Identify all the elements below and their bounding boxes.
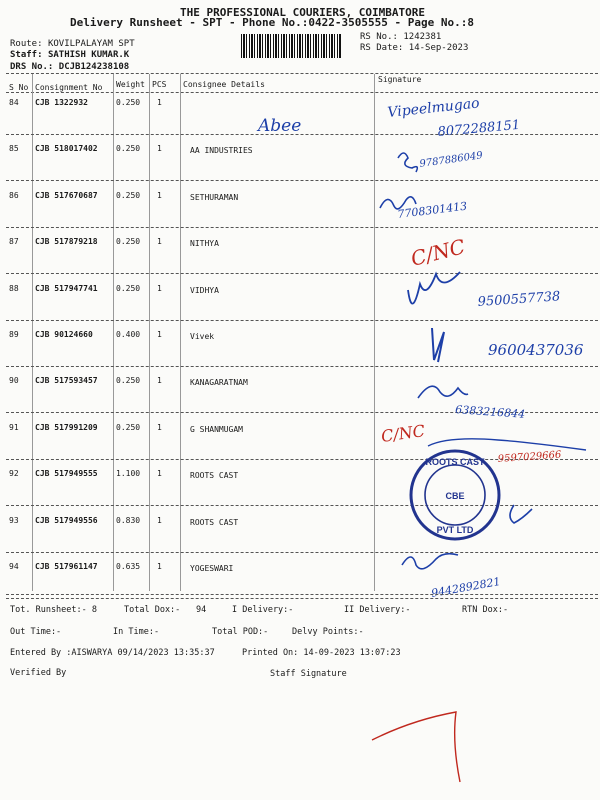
drs-line [10,62,129,72]
col-header-pcs: PCS [152,80,167,89]
row-separator [6,227,598,228]
strike-line [428,439,586,450]
row-consignment-no: CJB 517947741 [35,284,98,293]
row-consignee: G SHANMUGAM [190,425,243,434]
row-pcs: 1 [157,376,162,385]
row-sno: 84 [9,98,19,107]
i-delivery: I Delivery:- [232,605,294,615]
row-sno: 89 [9,330,19,339]
row-separator [6,273,598,274]
row-pcs: 1 [157,423,162,432]
handwritten-phone: 7708301413 [396,199,468,221]
handwritten-mark: C/NC [408,234,468,271]
total-dox-value: 94 [196,605,207,615]
company-stamp [411,451,499,539]
row-sno: 87 [9,237,19,246]
signature-scribble [510,505,532,523]
row-separator [6,552,598,553]
col-header-consignee: Consignee Details [183,80,265,89]
row-weight: 0.250 [116,191,141,200]
handwritten-mark: C/NC [379,421,427,446]
row-consignment-no: CJB 518017402 [35,144,98,153]
row-sno: 94 [9,562,19,571]
row-pcs: 1 [157,284,162,293]
row-sno: 85 [9,144,19,153]
row-weight: 0.250 [116,423,141,432]
ii-delivery: II Delivery:- [344,605,411,615]
col-divider [113,74,114,591]
rs-no-value: 1242381 [403,32,442,42]
col-header-signature: Signature [378,75,422,84]
rs-date-value: 14-Sep-2023 [408,43,469,53]
col-header-sno: S No [9,83,29,92]
handwritten-phone: 9600437036 [488,341,584,359]
signature-scribble [380,197,416,209]
row-sno: 93 [9,516,19,525]
row-weight: 0.250 [116,237,141,246]
row-separator [6,412,598,413]
rs-no-line [360,32,441,42]
row-consignment-no: CJB 517991209 [35,423,98,432]
col-header-consignment: Consignment No [35,83,103,92]
entered-by: Entered By :AISWARYA 09/14/2023 13:35:37 [10,648,215,658]
col-header-weight: Weight [116,80,145,89]
row-weight: 0.250 [116,376,141,385]
row-consignee: ROOTS CAST [190,518,239,527]
row-sno: 88 [9,284,19,293]
row-consignee: AA INDUSTRIES [190,146,253,155]
row-consignee: ROOTS CAST [190,471,239,480]
row-pcs: 1 [157,237,162,246]
col-divider [180,74,181,591]
stamp-center-text: CBE [445,491,465,501]
col-divider [374,74,375,591]
row-consignment-no: CJB 90124660 [35,330,93,339]
row-consignee: Vivek [190,332,215,341]
row-pcs: 1 [157,469,162,478]
row-weight: 0.400 [116,330,141,339]
row-consignment-no: CJB 517670687 [35,191,98,200]
drs-label: DRS No.: [10,62,54,72]
row-pcs: 1 [157,191,162,200]
row-separator [6,459,598,460]
col-divider [32,74,33,591]
row-pcs: 1 [157,144,162,153]
row-weight: 1.100 [116,469,141,478]
route-label: Route: [10,39,43,49]
row-weight: 0.830 [116,516,141,525]
row-separator [6,134,598,135]
row-consignment-no: CJB 1322932 [35,98,88,107]
row-consignment-no: CJB 517949556 [35,516,98,525]
staff-signature: Staff Signature [270,669,347,679]
staff-line [10,50,129,60]
tot-runsheet: Tot. Runsheet:- 8 [10,605,97,615]
delvy-points: Delvy Points:- [292,627,364,637]
footer-rule [6,594,598,595]
route-line [10,39,135,49]
row-sno: 91 [9,423,19,432]
row-consignee: VIDHYA [190,286,219,295]
row-weight: 0.250 [116,144,141,153]
row-separator [6,598,598,599]
row-consignment-no: CJB 517879218 [35,237,98,246]
handwritten-phone: 8072288151 [437,117,521,140]
rs-date-label: RS Date: [360,43,404,53]
row-consignee: SETHURAMAN [190,193,239,202]
handwritten-phone: 6383216844 [454,403,526,421]
row-pcs: 1 [157,562,162,571]
row-consignee: YOGESWARI [190,564,234,573]
runsheet-subtitle: Delivery Runsheet - SPT - Phone No.:0422-3505555 - Page No.:8 [70,16,474,29]
row-pcs: 1 [157,516,162,525]
staff-value: SATHISH KUMAR.K [47,50,130,60]
drs-value: DCJB124238108 [58,62,130,72]
printed-on: Printed On: 14-09-2023 13:07:23 [242,648,401,658]
signature-scribble [408,272,460,304]
row-pcs: 1 [157,98,162,107]
handwritten-signature: Vipeelmugao [386,95,481,121]
row-separator [6,180,598,181]
row-weight: 0.250 [116,98,141,107]
row-pcs: 1 [157,330,162,339]
row-consignment-no: CJB 517949555 [35,469,98,478]
row-consignee: NITHYA [190,239,219,248]
handwritten-phone: 9787886049 [418,150,484,170]
route-value: KOVILPALAYAM SPT [47,39,135,49]
row-consignment-no: CJB 517961147 [35,562,98,571]
stamp-top-text: ROOTS CAST [425,457,485,467]
in-time: In Time:- [113,627,160,637]
row-weight: 0.635 [116,562,141,571]
handwritten-phone: 9500557738 [477,289,561,310]
verified-by: Verified By [10,668,67,678]
signature-scribble [398,153,417,172]
signature-scribble [432,328,444,362]
row-sno: 92 [9,469,19,478]
handwritten-phone: 9442892821 [430,574,502,600]
company-title: THE PROFESSIONAL COURIERS, COIMBATORE [180,6,426,19]
row-separator [6,505,598,506]
barcode [241,34,341,58]
row-sno: 86 [9,191,19,200]
table-header-rule [6,92,598,93]
row-consignment-no: CJB 517593457 [35,376,98,385]
signature-scribble [418,386,468,398]
row-consignee: KANAGARATNAM [190,378,248,387]
rs-date-line [360,43,468,53]
stamp-bottom-text: PVT LTD [436,525,474,535]
pen-mark [372,712,460,782]
signature-scribble [402,554,458,569]
total-pod: Total POD:- [212,627,269,637]
table-top-rule [6,73,598,74]
rtn-dox: RTN Dox:- [462,605,509,615]
out-time: Out Time:- [10,627,62,637]
col-divider [149,74,150,591]
row-sno: 90 [9,376,19,385]
rs-no-label: RS No.: [360,32,398,42]
row-separator [6,366,598,367]
row-weight: 0.250 [116,284,141,293]
staff-label: Staff: [10,50,43,60]
handwritten-consignee: Abee [258,116,302,136]
row-separator [6,320,598,321]
total-dox-label: Total Dox:- [124,605,181,615]
handwritten-phone: 9597029666 [497,449,562,465]
